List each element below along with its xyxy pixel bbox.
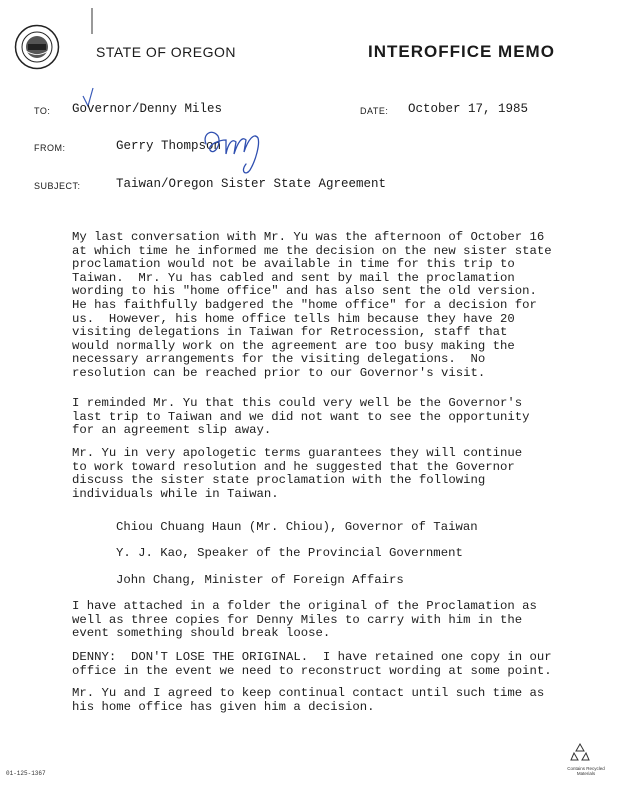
body-paragraph-2: I reminded Mr. Yu that this could very well be the Governor's last trip to Taiwan and we did not want to see the opportunity for an agreement slip away. [72,396,530,438]
from-label: FROM: [34,143,66,153]
date-label: DATE: [360,106,389,116]
subject-label: SUBJECT: [34,181,81,191]
from-value: Gerry Thompson [116,139,222,153]
body-paragraph-6: Mr. Yu and I agreed to keep continual contact until such time as his home office has given him a decision. [72,686,545,714]
contact-person-1: Chiou Chuang Haun (Mr. Chiou), Governor of Taiwan [116,520,478,534]
state-seal-icon [14,24,60,70]
body-paragraph-3: Mr. Yu in very apologetic terms guarantees they will continue to work toward resolution and he suggested that the Governor discuss the sister state proclamation with the following individuals while in Taiwan. [72,446,523,501]
date-value: October 17, 1985 [408,102,529,116]
handwritten-initials-signature [200,110,264,180]
to-value: Governor/Denny Miles [72,102,223,116]
body-paragraph-5: DENNY: DON'T LOSE THE ORIGINAL. I have retained one copy in our office in the event we need to reconstruct wording at some point. [72,650,552,678]
contact-person-3: John Chang, Minister of Foreign Affairs [116,573,404,587]
form-code: 01-125-1367 [6,770,46,777]
body-paragraph-1: My last conversation with Mr. Yu was the afternoon of October 16 at which time he informed me the decision on the new sister state proclamation would not be available in time for this trip to Taiwan. Mr. Yu has cabled and sent by mail the proclamation wording to his "home office" and has also sent the old version. He has faithfully badgered the "home office" for a decision for us. However, his home office tells him because they have 20 visiting delegations in Taiwan for Retrocession, staff that would normally work on the agreement are too busy making the necessary arrangements for the visiting delegations. No resolution can be reached prior to our Governor's visit. [72,230,552,380]
recycle-icon [570,742,590,762]
recycled-materials-label: Contains Recycled Materials [567,766,605,776]
agency-name: STATE OF OREGON [96,44,236,60]
to-label: TO: [34,106,51,116]
memo-title: INTEROFFICE MEMO [368,42,555,61]
contact-person-2: Y. J. Kao, Speaker of the Provincial Government [116,546,463,560]
pen-tick-mark [90,6,94,36]
body-paragraph-4: I have attached in a folder the original of the Proclamation as well as three copies for Denny Miles to carry with him in the event something should break loose. [72,599,537,641]
subject-value: Taiwan/Oregon Sister State Agreement [116,177,387,191]
